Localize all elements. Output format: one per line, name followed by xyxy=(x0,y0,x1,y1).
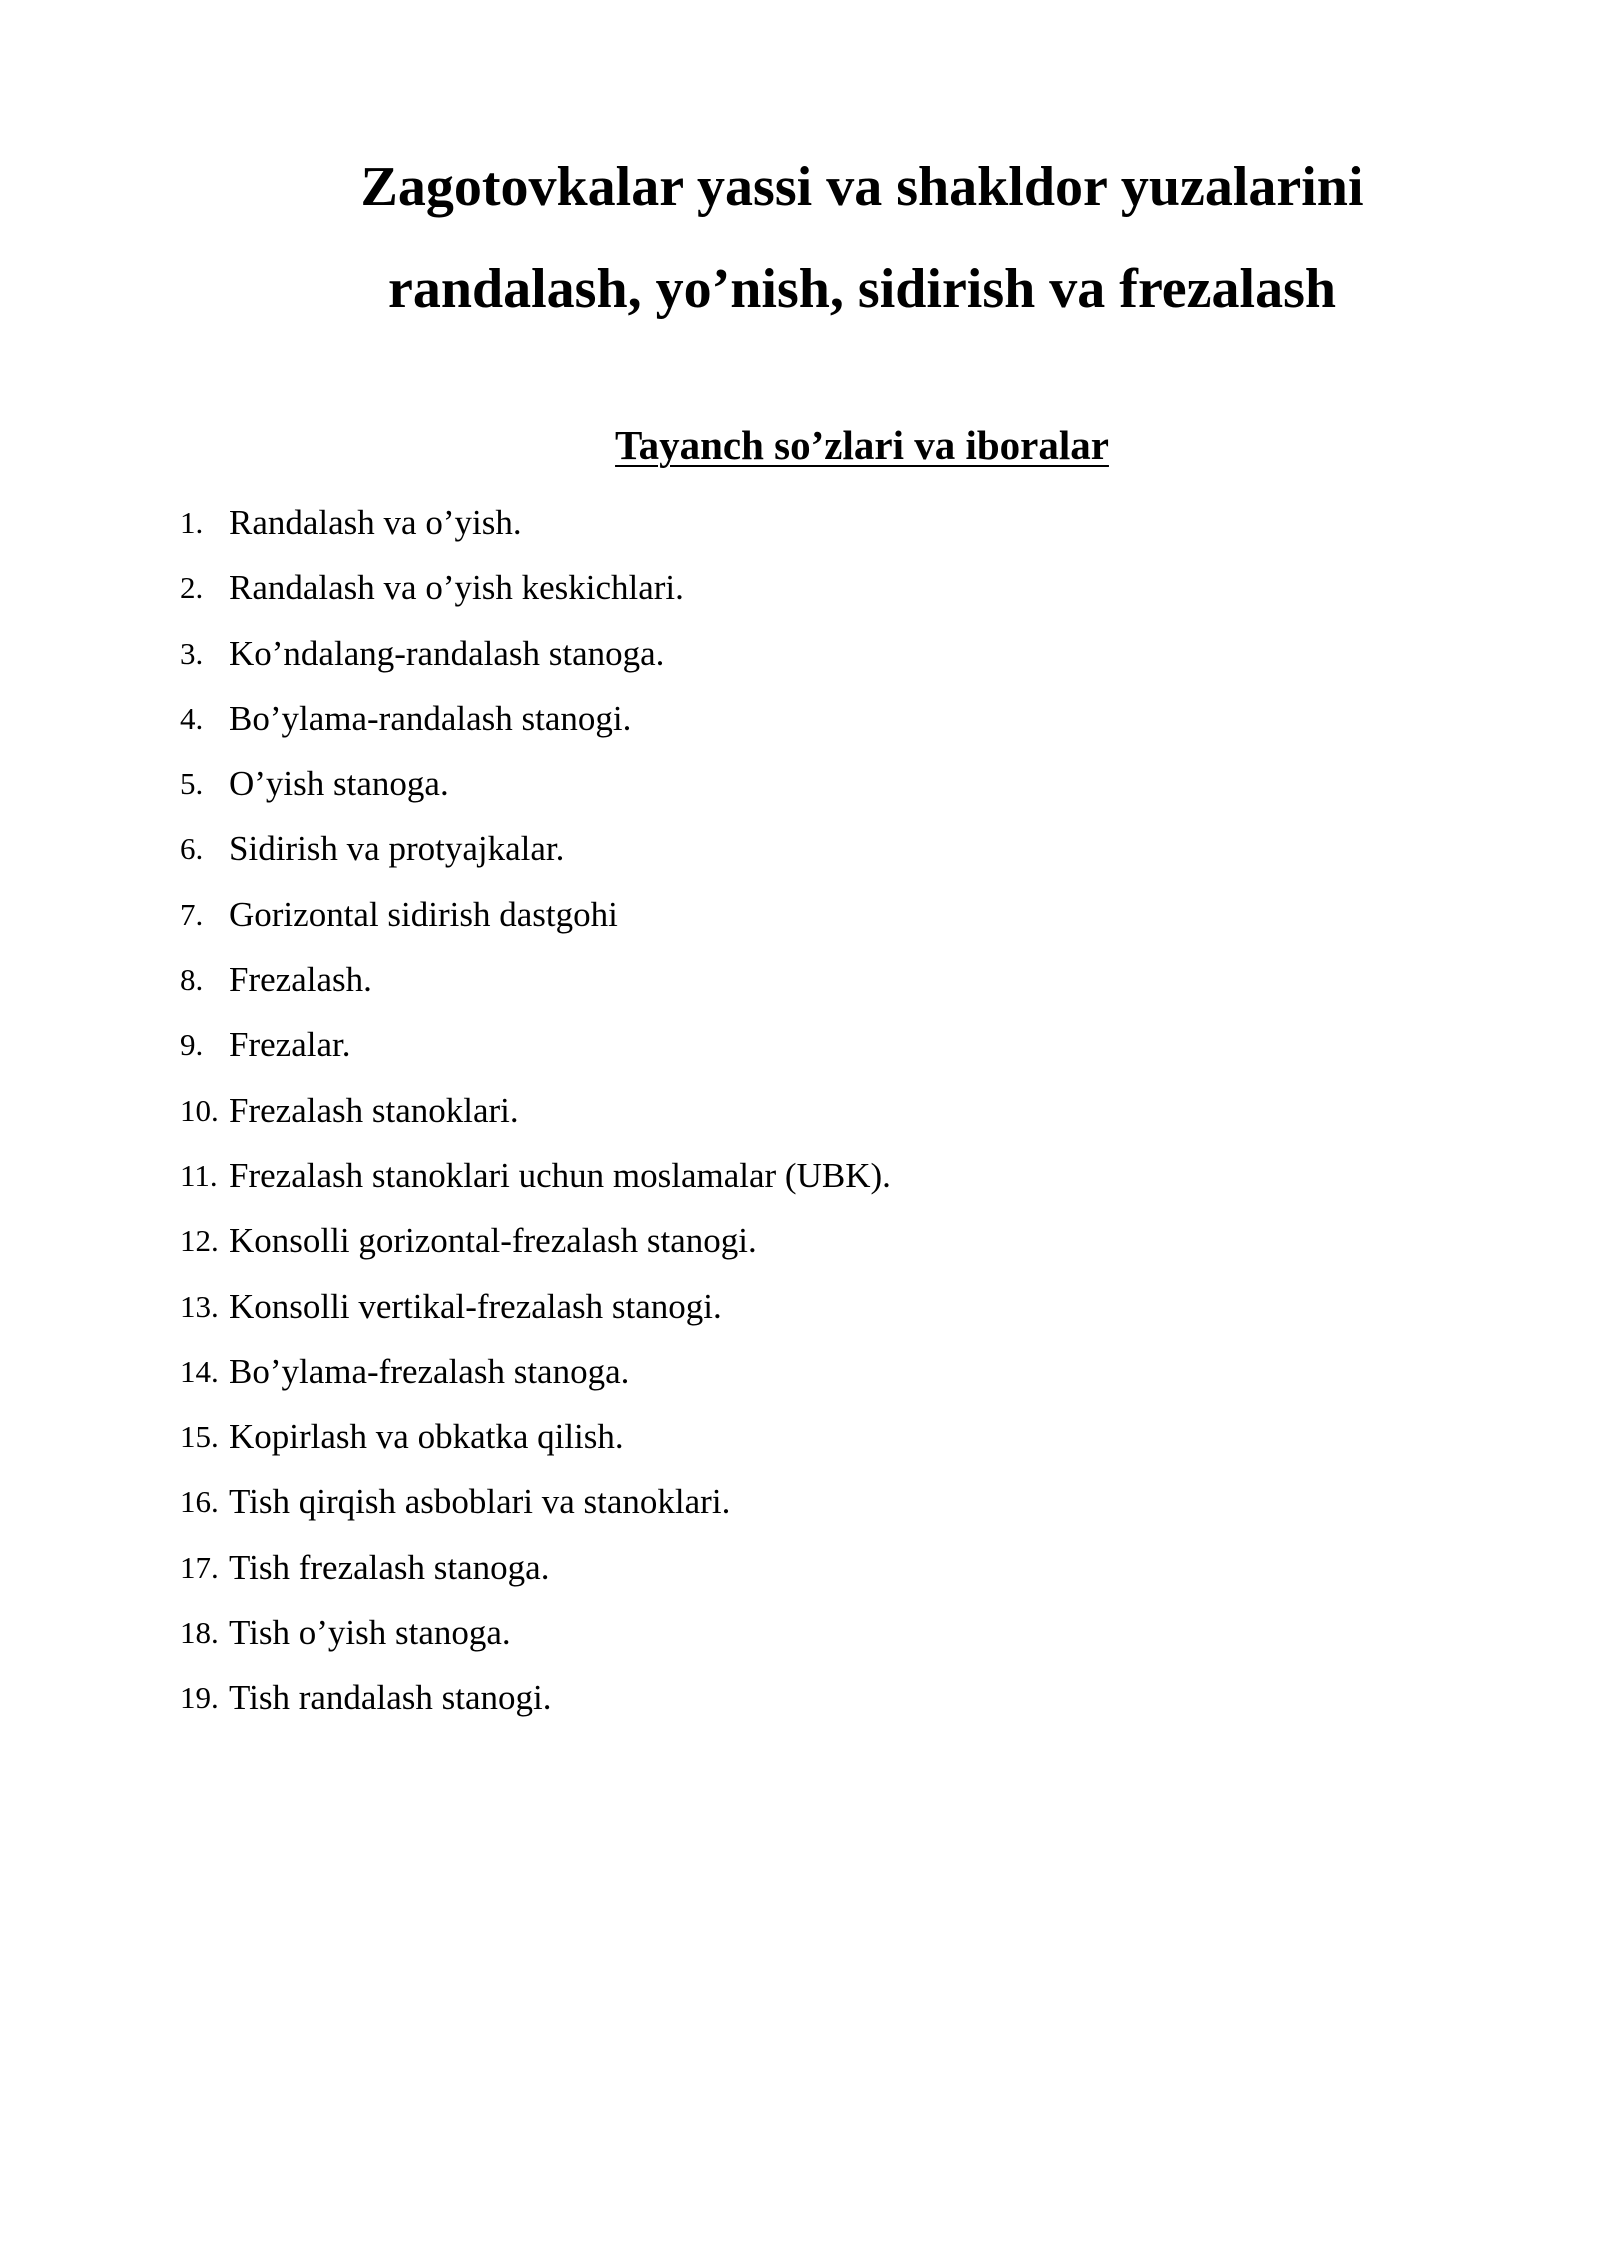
list-item-text: Randalash va o’yish keskichlari. xyxy=(229,568,684,608)
list-item xyxy=(180,1600,891,1665)
list-item-number: 16. xyxy=(180,1484,219,1520)
list-item xyxy=(180,1012,891,1077)
list-item-text: Kopirlash va obkatka qilish. xyxy=(229,1417,624,1457)
list-item-number: 14. xyxy=(180,1353,219,1389)
list-item xyxy=(180,816,891,881)
list-item xyxy=(180,1274,891,1339)
list-item-number: 10. xyxy=(180,1092,219,1128)
list-item xyxy=(180,751,891,816)
list-item-number: 12. xyxy=(180,1223,219,1259)
list-item-text: Tish qirqish asboblari va stanoklari. xyxy=(229,1482,731,1522)
list-item-number: 13. xyxy=(180,1288,219,1324)
list-item-text: Frezalar. xyxy=(229,1025,351,1065)
list-item-text: Tish o’yish stanoga. xyxy=(229,1613,511,1653)
list-item-number: 2. xyxy=(180,570,204,606)
list-item xyxy=(180,882,891,947)
list-item xyxy=(180,1535,891,1600)
list-item-text: Frezalash stanoklari. xyxy=(229,1090,519,1130)
list-item-number: 18. xyxy=(180,1615,219,1651)
list-item-number: 4. xyxy=(180,700,204,736)
list-item-text: Randalash va o’yish. xyxy=(229,503,522,542)
section-heading: Tayanch so’zlari va iboralar xyxy=(615,422,1109,468)
list-item-text: Sidirish va protyajkalar. xyxy=(229,829,565,869)
list-item-text: O’yish stanoga. xyxy=(229,764,449,804)
list-item-number: 7. xyxy=(180,896,204,932)
list-item-text: Ko’ndalang-randalash stanoga. xyxy=(229,633,665,673)
list-item-number: 3. xyxy=(180,635,204,671)
list-item xyxy=(180,621,891,686)
list-item-text: Konsolli vertikal-frezalash stanogi. xyxy=(229,1286,722,1326)
list-item xyxy=(180,1404,891,1469)
list-item-number: 17. xyxy=(180,1549,219,1585)
list-item-text: Frezalash stanoklari uchun moslamalar (UBK). xyxy=(229,1155,891,1195)
list-item-text: Konsolli gorizontal-frezalash stanogi. xyxy=(229,1221,757,1261)
list-item-number: 15. xyxy=(180,1419,219,1455)
list-item xyxy=(180,686,891,751)
list-item-text: Bo’ylama-randalash stanogi. xyxy=(229,698,632,738)
title-line-1: Zagotovkalar yassi va shakldor yuzalarini xyxy=(360,156,1364,218)
list-item xyxy=(180,490,891,555)
list-item xyxy=(180,1469,891,1534)
list-item-number: 1. xyxy=(180,505,204,540)
list-item-text: Bo’ylama-frezalash stanoga. xyxy=(229,1351,630,1391)
list-item-text: Tish frezalash stanoga. xyxy=(229,1547,550,1587)
list-item-text: Tish randalash stanogi. xyxy=(229,1678,552,1718)
list-item-text: Gorizontal sidirish dastgohi xyxy=(229,894,618,934)
list-item xyxy=(180,555,891,620)
keyword-list xyxy=(180,490,891,1731)
list-item-number: 9. xyxy=(180,1027,204,1063)
list-item-number: 8. xyxy=(180,962,204,998)
list-item-number: 5. xyxy=(180,766,204,802)
list-item-number: 6. xyxy=(180,831,204,867)
list-item xyxy=(180,1339,891,1404)
list-item-text: Frezalash. xyxy=(229,960,372,1000)
list-item xyxy=(180,1078,891,1143)
list-item xyxy=(180,1208,891,1273)
page-title xyxy=(262,136,1462,340)
list-item xyxy=(180,1665,891,1730)
list-item-number: 19. xyxy=(180,1680,219,1716)
list-item-number: 11. xyxy=(180,1157,218,1193)
list-item xyxy=(180,947,891,1012)
list-item xyxy=(180,1143,891,1208)
title-line-2: randalash, yo’nish, sidirish va frezalash xyxy=(387,258,1337,320)
